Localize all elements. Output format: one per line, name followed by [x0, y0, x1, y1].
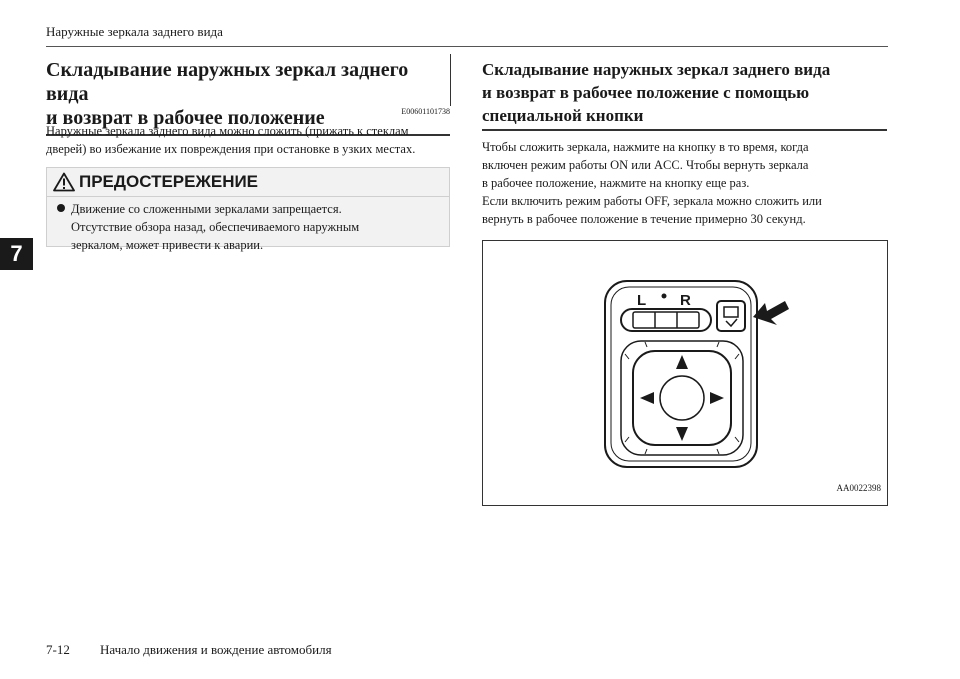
- heading-line: Складывание наружных зеркал заднего вида: [46, 59, 409, 105]
- bullet-icon: [57, 204, 65, 212]
- body-text-right: [482, 138, 887, 228]
- heading-line: специальной кнопки: [482, 106, 644, 125]
- warning-header: [47, 168, 449, 197]
- arrow-left-icon: [640, 392, 654, 404]
- mirror-switch-illustration: [483, 241, 887, 505]
- label-r: R: [680, 292, 691, 309]
- heading-line: и возврат в рабочее положение с помощью: [482, 83, 810, 102]
- body-line: вернуть в рабочее положение в течение примерно 30 секунд.: [482, 212, 806, 226]
- warning-body: [57, 200, 442, 254]
- warning-line: Отсутствие обзора назад, обеспечиваемого наружным: [71, 220, 360, 234]
- page-number: 7-12: [46, 642, 70, 657]
- body-line: в рабочее положение, нажмите на кнопку еще раз.: [482, 176, 750, 190]
- body-line: включен режим работы ON или ACC. Чтобы вернуть зеркала: [482, 158, 809, 172]
- warning-title: ПРЕДОСТЕРЕЖЕНИЕ: [79, 172, 259, 191]
- section-code: E00601101738: [401, 107, 450, 116]
- heading-line: и возврат в рабочее положение: [46, 107, 325, 129]
- body-text-left: Наружные зеркала заднего вида можно сложить (прижать к стеклам дверей) во избежание их повреждения при остановке в узких местах.: [46, 124, 416, 156]
- label-l: L: [637, 292, 647, 309]
- arrow-up-icon: [676, 355, 688, 369]
- running-header: Наружные зеркала заднего вида: [46, 24, 223, 39]
- chapter-tab: 7: [0, 238, 33, 270]
- warning-triangle-icon: [53, 172, 75, 192]
- header-rule: [46, 46, 888, 47]
- footer-section-title: Начало движения и вождение автомобиля: [100, 642, 332, 657]
- warning-box: [46, 167, 450, 252]
- pointer-arrow-icon: [753, 301, 789, 325]
- indicator-dot: [662, 294, 667, 299]
- body-line: Если включить режим работы OFF, зеркала можно сложить или: [482, 194, 822, 208]
- body-line: Чтобы сложить зеркала, нажмите на кнопку в то время, когда: [482, 140, 809, 154]
- mirror-switch-figure: [482, 240, 888, 506]
- center-button: [660, 376, 704, 420]
- warning-line: [57, 200, 442, 218]
- warning-text: Движение со сложенными зеркалами запрещается.: [71, 202, 342, 216]
- heading-line: Складывание наружных зеркал заднего вида: [482, 60, 831, 79]
- arrow-down-icon: [676, 427, 688, 441]
- figure-code: AA0022398: [836, 483, 881, 493]
- arrow-right-icon: [710, 392, 724, 404]
- section-heading-right: [482, 58, 887, 131]
- lr-selector-knob: [633, 312, 699, 328]
- heading-divider: [450, 54, 451, 106]
- warning-line: зеркалом, может привести к аварии.: [71, 238, 264, 252]
- mirror-fold-button-icon[interactable]: [717, 301, 745, 331]
